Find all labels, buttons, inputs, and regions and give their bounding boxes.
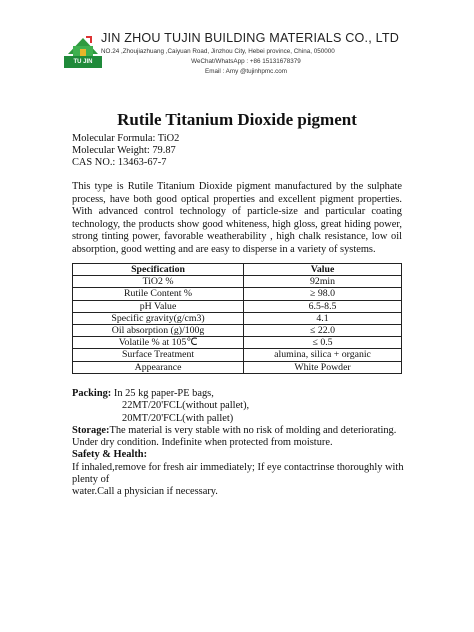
company-name: JIN ZHOU TUJIN BUILDING MATERIALS CO., LTD <box>101 31 400 45</box>
packing-text: In 25 kg paper-PE bags, <box>111 388 214 399</box>
table-row <box>73 349 402 361</box>
spec-value: 92min <box>244 276 402 288</box>
safety-text: If inhaled,remove for fresh air immediately; If eye contactrinse thoroughly with plenty of <box>72 461 404 486</box>
table-row <box>73 361 402 373</box>
company-email: Email : Amy @tujinhpmc.com <box>205 68 287 75</box>
spec-value: ≤ 0.5 <box>244 337 402 349</box>
table-row <box>73 288 402 300</box>
storage-text: The material is very stable with no risk of molding and deteriorating. <box>109 424 397 436</box>
header-specification: Specification <box>73 264 244 276</box>
cas-number: CAS NO.: 13463-67-7 <box>72 157 167 169</box>
table-row <box>73 337 402 349</box>
handling-notes <box>72 388 412 499</box>
spec-value: 6.5-8.5 <box>244 300 402 312</box>
spec-name: Rutile Content % <box>73 288 244 300</box>
safety-text-continued: water.Call a physician if necessary. <box>72 486 218 498</box>
spec-name: Oil absorption (g)/100g <box>73 324 244 336</box>
table-row <box>73 324 402 336</box>
spec-name: Volatile % at 105℃ <box>73 337 244 349</box>
table-header-row <box>73 264 402 276</box>
molecular-formula: Molecular Formula: TiO2 <box>72 133 180 144</box>
packing-label: Packing: <box>72 388 112 399</box>
document-title: Rutile Titanium Dioxide pigment <box>117 110 357 129</box>
packing-option-with-pallet: 20MT/20'FCL(with pallet) <box>122 412 234 424</box>
company-wechat: WeChat/WhatsApp : +86 15131678379 <box>191 58 301 65</box>
storage-condition: Under dry condition. Indefinite when protected from moisture. <box>72 437 333 449</box>
storage-label: Storage: <box>72 424 110 436</box>
spec-name: TiO2 % <box>73 276 244 288</box>
spec-name: pH Value <box>73 300 244 312</box>
specification-table <box>72 263 402 374</box>
molecular-properties <box>72 133 179 170</box>
table-row <box>73 300 402 312</box>
header-value: Value <box>244 264 402 276</box>
molecular-weight: Molecular Weight: 79.87 <box>72 145 176 157</box>
spec-value: White Powder <box>244 361 402 373</box>
packing-line <box>72 388 412 400</box>
packing-option-without-pallet: 22MT/20'FCL(without pallet), <box>122 400 250 412</box>
spec-name: Appearance <box>73 361 244 373</box>
logo-badge: TU JIN <box>64 56 102 68</box>
company-address: NO.24 ,Zhoujiazhuang ,Caiyuan Road, Jinzhou City, Hebei province, China, 050000 <box>101 48 335 55</box>
safety-heading <box>72 449 412 461</box>
spec-value: alumina, silica + organic <box>244 349 402 361</box>
table-row <box>73 312 402 324</box>
safety-label: Safety & Health: <box>72 449 148 461</box>
table-row <box>73 276 402 288</box>
spec-name: Surface Treatment <box>73 349 244 361</box>
spec-value: ≥ 98.0 <box>244 288 402 300</box>
company-logo <box>64 34 102 70</box>
spec-value: ≤ 22.0 <box>244 324 402 336</box>
house-logo-icon <box>64 34 102 58</box>
storage-line <box>72 425 412 437</box>
spec-name: Specific gravity(g/cm3) <box>73 312 244 324</box>
product-description: This type is Rutile Titanium Dioxide pigment manufactured by the sulphate process, have both good optical properties and excellent pigment properties. With advanced control technology of particle-size and particular coating technology, the products show good whiteness, high gloss, great hiding power, strong tinting power, favorable weatherability , high chalk resistance, low oil absorption, good wetting and are easy to disperse in a variety of systems. <box>72 181 402 255</box>
spec-value: 4.1 <box>244 312 402 324</box>
